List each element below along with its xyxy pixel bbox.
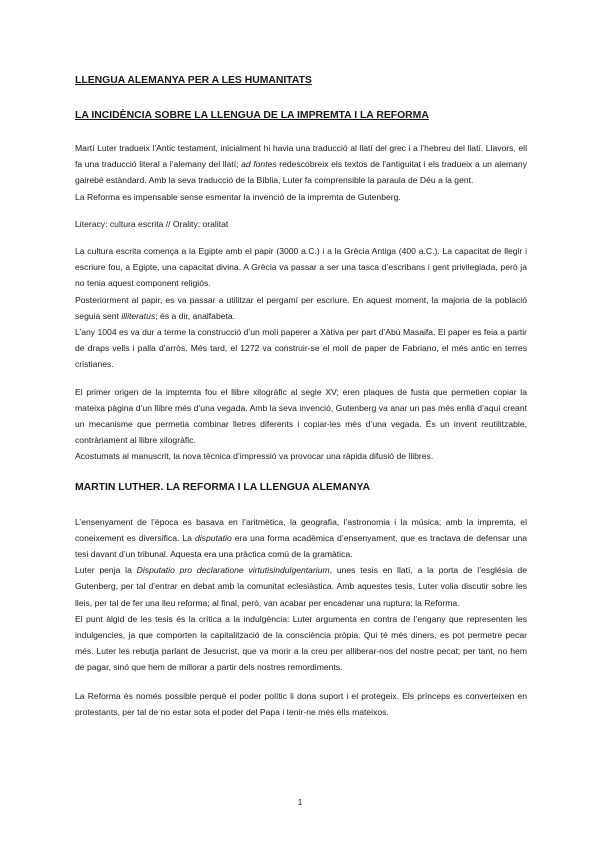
paragraph-written-culture: La cultura escrita comença a la Egipte amb el papir (3000 a.C.) i a la Grècia Antiga (400 a.C.). La capacitat de llegir i escriure fou, a Egipte, una capacitat divina. A Grècia va passar a ser una tasca d’escribans i gent privilegiada, però ja no tenia aquest component religiós. (75, 246, 527, 289)
paragraph-indulgences: El punt àlgid de les tesis és la crítica a la indulgència: Luter argumenta en contra de l’engany que representen les indulgencies, ja que comporten la capitalització de la consciència pròpia. Qui té més diners, es pot permetre pecar més. Luter les rebutja parlant de Jesucrist, que va morir a la creu per alliberar-nos del nostre pecat; per tant, no hem de pagar, sinó que hem de millorar a partir dels nostres remordiments. (75, 613, 527, 673)
paragraph-book-diffusion: Acostumats al manuscrit, la nova tècnica d’impressió va provocar una ràpida difusió de llibres. (75, 451, 434, 462)
paragraph-political-support: La Reforma és només possible perquè el poder polític li dona suport i el protegeix. Els prínceps es converteixen en protestants, per tal de no estar sota el poder del Papa i tenir-ne més ells mateixos. (75, 690, 527, 717)
paragraph-parchment (75, 292, 527, 324)
italic-term: Disputatio pro declaratione virtutisindulgentarium (136, 565, 330, 576)
paragraph-printing-origin: El primer origen de la imptemta fou el llibre xilogràfic al segle XV; eren plaques de fusta que permetien copiar la mateixa pàgina d’un llibre més d’una vegada. Amb la seva invenció, Gutenberg va anar un pas més enllà d’aquí creant un mecanisme que permetia combinar lletres diferents i copiar-les més d’una vegada. És un invent reutilitzable, contràriament al llibre xilogràfic. (75, 386, 527, 446)
section-heading-luther: MARTIN LUTHER. LA REFORMA I LA LLENGUA ALEMANYA (75, 481, 370, 493)
page-number: 1 (297, 797, 303, 807)
italic-term: disputatio (194, 532, 232, 543)
text-run: L’ensenyament de l’època es basava en l’aritmètica, la geografia, l’astronomia i la música; amb la impremta, el coneixement es diversifica. La (75, 516, 527, 543)
paragraph-theses (75, 562, 527, 611)
text-run: Luter penja la (75, 565, 137, 576)
section-heading-printing: LA INCIDÈNCIA SOBRE LA LLENGUA DE LA IMPREMTA I LA REFORMA (75, 110, 429, 121)
text-run: ; és a dir, analfabeta. (155, 310, 236, 321)
text-run: Martí Luter tradueix l’Antic testament, inicialment hi havia una traducció al llatí del grec i a l’hebreu del llatí. Llavors, ell fa una traducció literal a l’alemany del llatí; (75, 143, 527, 170)
text-run: , unes tesis en llatí, a la porta de l’església de Gutenberg, per tal d’entrar en debat amb la comunitat eclesiàstica. Amb aquestes tesis, Luter volia discutir sobre les lleis, per tal de fer una lleu reforma; al final, però, van acabar per encadenar una ruptura: la Reforma. (75, 565, 527, 608)
paragraph-reform-gutenberg: La Reforma es impensable sense esmentar la invenció de la impremta de Gutenberg. (75, 191, 401, 202)
paragraph-paper-mill: L’any 1004 es va dur a terme la construcció d’un molí paperer a Xàtiva per part d’Abú Masaifa. El paper es feia a partir de draps vells i palla d’arròs. Més tard, el 1272 va construir-se el molí de paper de Fabriano, el més antic en terres cristianes. (75, 327, 527, 370)
italic-term: ad fontes (241, 159, 277, 170)
text-run: era una forma acadèmica d’ensenyament, que es tractava de defensar una tesi davant d’un tribunal. Aquesta era una pràctica comú de la gramàtica. (75, 532, 527, 560)
text-run: redescobreix els textos de l’antiguitat i els tradueix a un alemany gairebé estàndard. Amb la seva traducció de la Bíblia, Luter fa comprensible la paraula de Déu a la gent. (75, 159, 527, 186)
italic-term: illiteratus (121, 310, 156, 321)
document-title: LLENGUA ALEMANYA PER A LES HUMANITATS (75, 75, 312, 86)
text-run: Posteriorment al papir, es va passar a utilitzar el pergamí per escriure. En aquest moment, la majoria de la població seguia sent (75, 294, 527, 321)
paragraph-education (75, 514, 527, 563)
paragraph-literacy: Literacy: cultura escrita // Orality: oralitat (75, 218, 229, 229)
paragraph-luther-translation (75, 140, 527, 189)
